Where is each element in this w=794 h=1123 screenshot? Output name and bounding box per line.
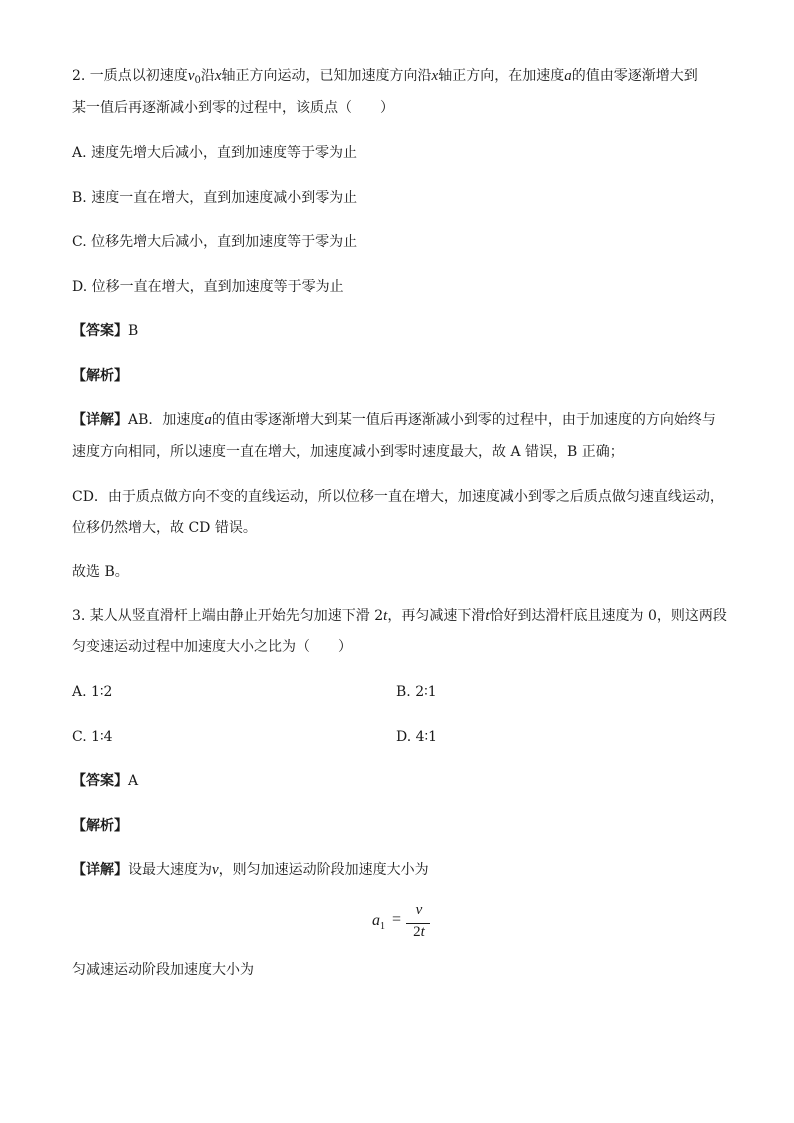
q3-stem-text: ，再匀减速下滑 bbox=[387, 608, 486, 624]
q2-answer-value: B bbox=[128, 323, 139, 339]
q2-stem-text: 2. 一质点以初速度 bbox=[72, 68, 188, 84]
q3-option-a: A. 1∶2 bbox=[72, 684, 113, 700]
q3-detail-text: 设最大速度为 bbox=[128, 862, 212, 878]
q2-var-a: a bbox=[564, 68, 572, 84]
q2-stem-text: 沿 bbox=[200, 68, 215, 84]
formula-numerator: v bbox=[415, 902, 423, 918]
formula-den-var: t bbox=[420, 924, 425, 940]
q2-stem-text: 的值由零逐渐增大到 bbox=[571, 68, 698, 84]
q3-detail-line-2: 匀减速运动阶段加速度大小为 bbox=[72, 962, 254, 978]
q2-var-x: x bbox=[214, 68, 222, 84]
q2-analysis-label: 【解析】 bbox=[72, 368, 128, 384]
q2-detail-text: AB．加速度 bbox=[128, 412, 205, 428]
q3-answer-value: A bbox=[128, 773, 139, 789]
acceleration-formula bbox=[372, 902, 432, 946]
q2-var-x: x bbox=[431, 68, 439, 84]
q3-stem-text: 恰好到达滑杆底且速度为 0，则这两段 bbox=[489, 608, 727, 624]
q3-detail-var-v: v bbox=[212, 862, 219, 878]
formula-lhs bbox=[372, 912, 385, 932]
formula-lhs-var: a bbox=[372, 912, 380, 929]
q2-detail-text: 的值由零逐渐增大到某一值后再逐渐减小到零的过程中，由于加速度的方向始终与 bbox=[211, 412, 716, 428]
q2-answer bbox=[72, 321, 138, 341]
q2-answer-label: 【答案】 bbox=[72, 323, 128, 339]
q2-detail-label: 【详解】 bbox=[72, 412, 128, 428]
formula-denominator bbox=[406, 924, 432, 941]
q2-detail-var-a: a bbox=[204, 412, 212, 428]
q2-option-d: D. 位移一直在增大，直到加速度等于零为止 bbox=[72, 279, 344, 295]
q3-stem-line-1 bbox=[72, 606, 727, 626]
formula-den-coef: 2 bbox=[413, 924, 421, 940]
q2-detail-line-1 bbox=[72, 410, 716, 430]
q3-detail-label: 【详解】 bbox=[72, 862, 128, 878]
q2-option-c: C. 位移先增大后减小，直到加速度等于零为止 bbox=[72, 234, 358, 250]
formula-equals: = bbox=[392, 911, 402, 928]
q2-detail-line-3: CD．由于质点做方向不变的直线运动，所以位移一直在增大，加速度减小到零之后质点做匀速直线运动， bbox=[72, 489, 724, 505]
q3-analysis-label: 【解析】 bbox=[72, 818, 128, 834]
q3-var-t: t bbox=[485, 608, 490, 624]
q3-detail-line-1 bbox=[72, 860, 429, 880]
q2-detail-line-4: 位移仍然增大，故 CD 错误。 bbox=[72, 520, 257, 536]
q2-stem-text: 轴正方向，在加速度 bbox=[438, 68, 565, 84]
q2-detail-line-2: 速度方向相同，所以速度一直在增大，加速度减小到零时速度最大，故 A 错误，B 正确； bbox=[72, 444, 624, 460]
q3-stem-line-2: 匀变速运动过程中加速度大小之比为（ ） bbox=[72, 639, 352, 655]
q2-var-v: v bbox=[187, 68, 195, 84]
q2-stem-line-1 bbox=[72, 66, 698, 91]
q2-stem-text: 轴正方向运动，已知加速度方向沿 bbox=[221, 68, 432, 84]
q2-conclusion: 故选 B。 bbox=[72, 564, 129, 580]
q3-option-d: D. 4∶1 bbox=[396, 729, 438, 745]
q2-option-a: A. 速度先增大后减小，直到加速度等于零为止 bbox=[72, 145, 358, 161]
q3-answer-label: 【答案】 bbox=[72, 773, 128, 789]
q3-option-c: C. 1∶4 bbox=[72, 729, 113, 745]
q3-option-b: B. 2∶1 bbox=[396, 684, 437, 700]
q2-stem-line-2: 某一值后再逐渐减小到零的过程中，该质点（ ） bbox=[72, 100, 394, 116]
q2-option-b: B. 速度一直在增大，直到加速度减小到零为止 bbox=[72, 190, 358, 206]
q3-stem-text: 3. 某人从竖直滑杆上端由静止开始先匀加速下滑 2 bbox=[72, 608, 384, 624]
q3-var-t: t bbox=[383, 608, 388, 624]
q3-detail-text: ，则匀加速运动阶段加速度大小为 bbox=[218, 862, 429, 878]
q3-answer bbox=[72, 771, 138, 791]
formula-lhs-sub: 1 bbox=[380, 921, 385, 932]
q2-var-v-sub: 0 bbox=[194, 75, 201, 86]
